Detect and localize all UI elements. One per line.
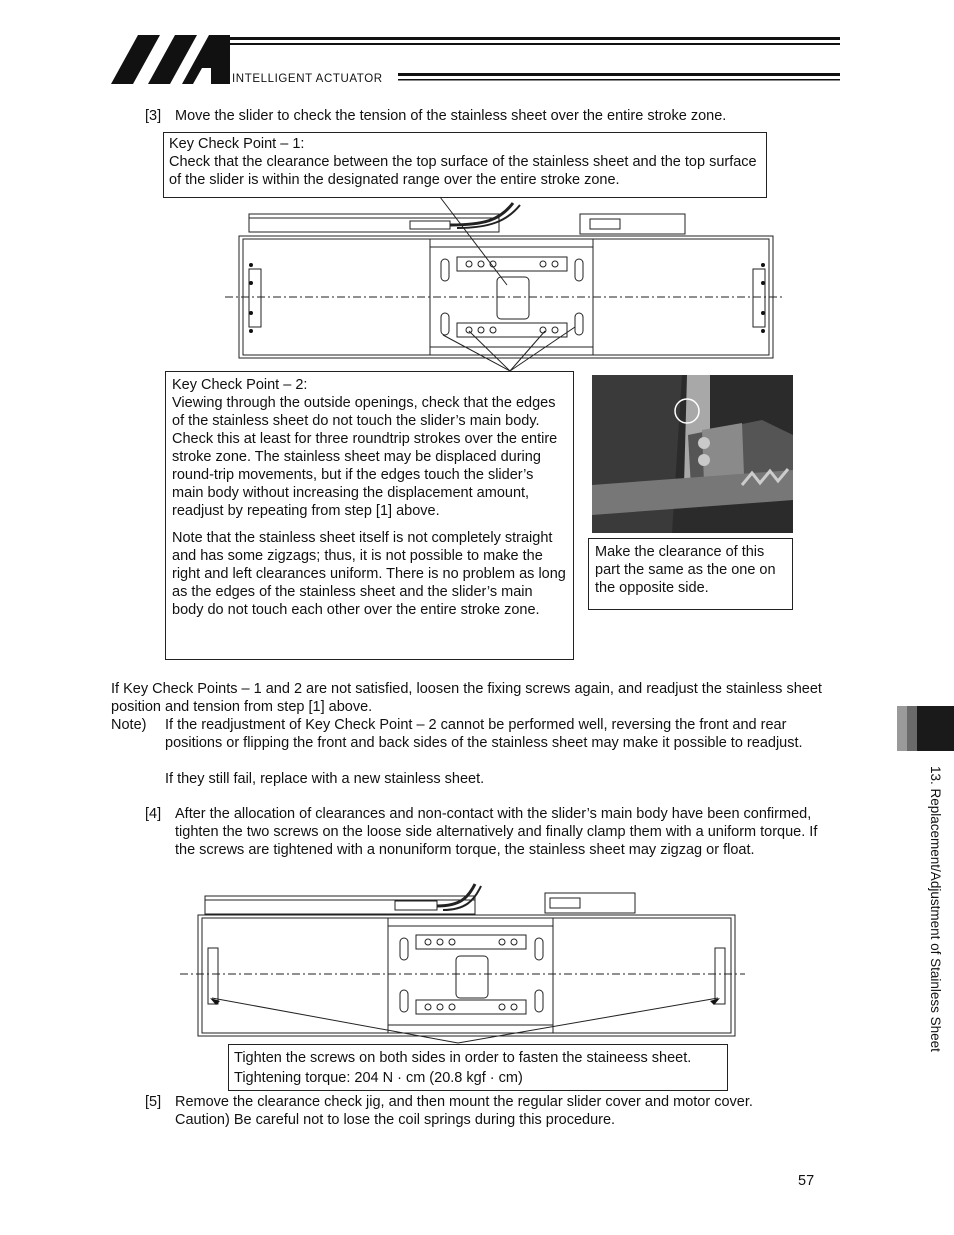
tighten-line-1: Tighten the screws on both sides in order to fasten the staineess sheet. [234, 1050, 692, 1066]
chapter-tab [897, 706, 954, 751]
kcp1-body: Check that the clearance between the top surface of the stainless sheet and the top surface of the slider is within the designated range over the entire stroke zone. [169, 154, 757, 188]
note-line-2: If they still fail, replace with a new stainless sheet. [165, 771, 485, 787]
photo-caption-box [588, 538, 793, 610]
step4-text: After the allocation of clearances and non-contact with the slider’s main body have been confirmed, tighten the two screws on the loose side alternatively and finally clamp them with a uniform torque. If the screws are tightened with a nonuniform torque, the stainless sheet may zigzag or float. [175, 806, 818, 858]
tighten-line-2: Tightening torque: 204 N · cm (20.8 kgf · cm) [234, 1070, 523, 1086]
note-label: Note) [111, 717, 147, 733]
step3-text: Move the slider to check the tension of the stainless sheet over the entire stroke zone. [175, 108, 727, 124]
note-line-1: If the readjustment of Key Check Point – 2 cannot be performed well, reversing the front and rear positions or flipping the front and back sides of the stainless sheet may make it possible to readjust. [165, 717, 803, 751]
kcp1-title: Key Check Point – 1: [169, 136, 305, 152]
key-check-point-1-box [163, 132, 767, 198]
tighten-instruction-box [228, 1044, 728, 1091]
step3-number: [3] [145, 108, 162, 124]
side-chapter-label: 13. Replacement/Adjustment of Stainless Sheet [928, 766, 943, 1052]
slider-closeup-photo [592, 375, 793, 533]
general-instruction: If Key Check Points – 1 and 2 are not satisfied, loosen the fixing screws again, and readjust the stainless sheet position and tension from step [1] above. [111, 681, 822, 715]
brand-text: INTELLIGENT ACTUATOR [232, 73, 383, 85]
step4-number: [4] [145, 806, 162, 822]
slider-top-view-diagram-2 [180, 880, 745, 1045]
company-logo [108, 30, 843, 88]
slider-top-view-diagram-1 [225, 195, 785, 375]
step5-line-2: Caution) Be careful not to lose the coil springs during this procedure. [175, 1112, 616, 1128]
key-check-point-2-box [165, 371, 574, 660]
photo-caption: Make the clearance of this part the same as the one on the opposite side. [595, 544, 776, 596]
page-number: 57 [798, 1173, 815, 1189]
kcp2-title: Key Check Point – 2: [172, 377, 308, 393]
kcp2-para1: Viewing through the outside openings, check that the edges of the stainless sheet do not touch the slider’s main body. Check this at least for three roundtrip strokes over the entire stroke zone. The stainless sheet may be displaced during round-trip movements, but if the edges touch the slider’s main body without increasing the displacement amount, readjust by repeating from step [1] above. [172, 395, 558, 519]
step5-number: [5] [145, 1094, 162, 1110]
step5-line-1: Remove the clearance check jig, and then mount the regular slider cover and motor cover. [175, 1094, 753, 1110]
kcp2-para2: Note that the stainless sheet itself is not completely straight and has some zigzags; thus, it is not possible to make the right and left clearances uniform. There is no problem as long as the edges of the stainless sheet and the slider’s main body do not touch each other over the entire stroke zone. [172, 530, 566, 618]
